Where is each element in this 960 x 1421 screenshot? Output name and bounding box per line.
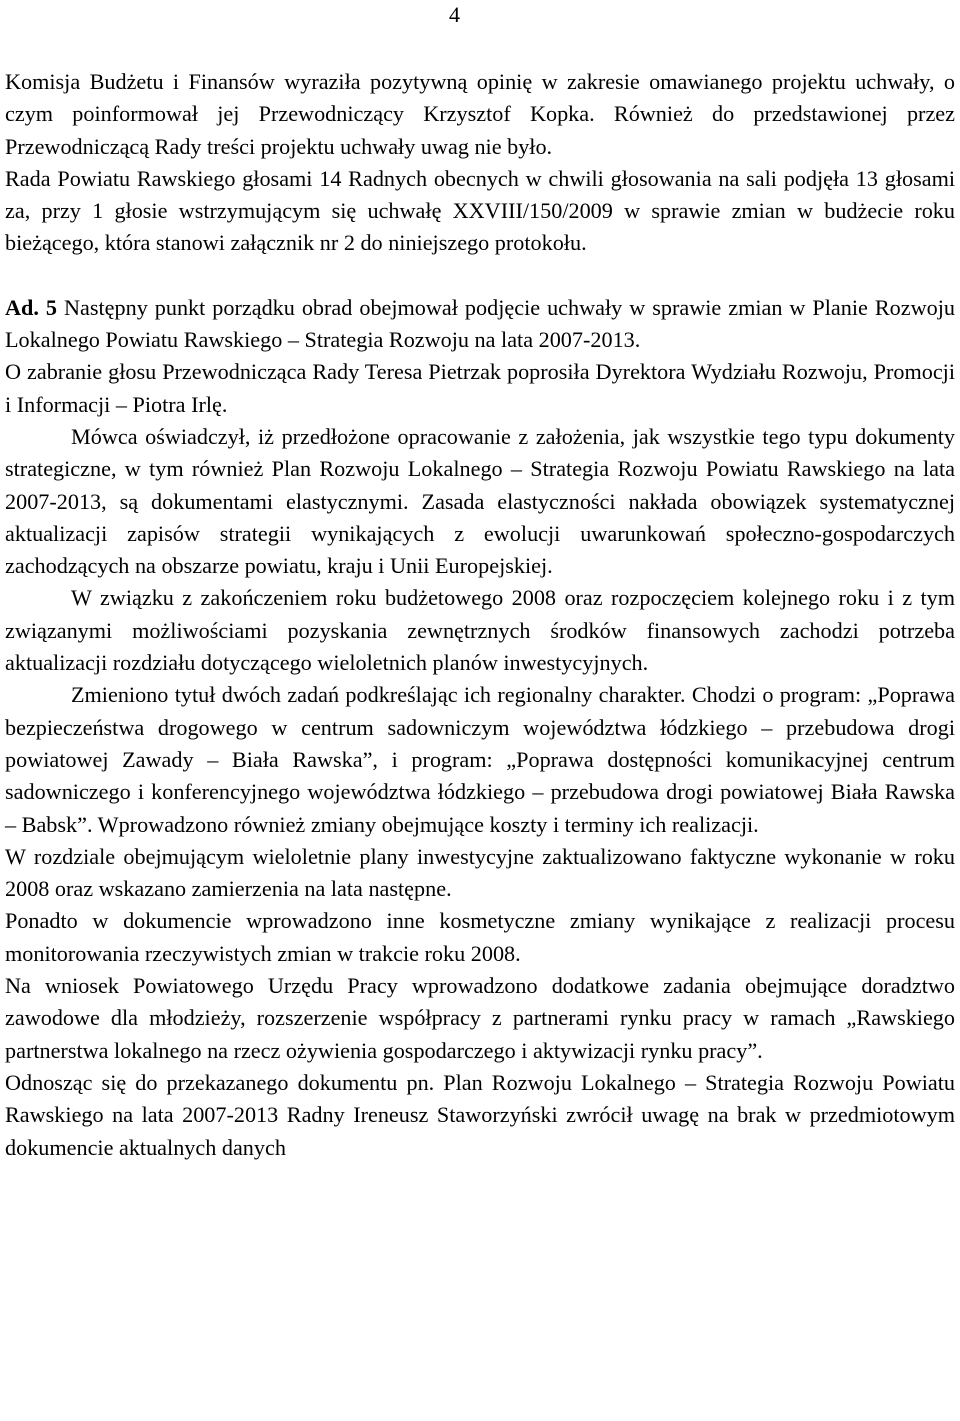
paragraph-spacer (5, 260, 955, 292)
paragraph-resolution-vote: Rada Powiatu Rawskiego głosami 14 Radnych obecnych w chwili głosowania na sali podjęła 13 głosami za, przy 1 głosie wstrzymującym się uchwałę XXVIII/150/2009 w sprawie zmian w budżecie roku bieżącego, która stanowi załącznik nr 2 do niniejszego protokołu. (5, 165, 955, 256)
paragraph-task-titles: Zmieniono tytuł dwóch zadań podkreślając ich regionalny charakter. Chodzi o program: „Poprawa bezpieczeństwa drogowego w centrum sadowniczym województwa łódzkiego – przebudowa drogi powiatowej Zawady – Biała Rawska”, i program: „Poprawa dostępności komunikacyjnej centrum sadowniczego i konferencyjnego województwa łódzkiego – przebudowa drogi powiatowej Biała Rawska – Babsk”. Wprowadzono również zmiany obejmujące koszty i terminy ich realizacji. (5, 682, 955, 837)
paragraph-committee-opinion: Komisja Budżetu i Finansów wyraziła pozytywną opinię w zakresie omawianego projektu uchwały, o czym poinformował jej Przewodniczący Krzysztof Kopka. Również do przedstawionej przez Przewodniczącą Rady treści projektu uchwały uwag nie było. (5, 69, 955, 159)
paragraph-councillor-remark: Odnosząc się do przekazanego dokumentu pn. Plan Rozwoju Lokalnego – Strategia Rozwoju Powiatu Rawskiego na lata 2007-2013 Radny Ireneusz Staworzyński zwrócił uwagę na brak w przedmiotowym dokumencie aktualnych danych (5, 1069, 955, 1160)
agenda-item-text: Następny punkt porządku obrad obejmował podjęcie uchwały w sprawie zmian w Planie Rozwoju Lokalnego Powiatu Rawskiego – Strategia Rozwoju na lata 2007-2013. (5, 294, 955, 353)
paragraph-agenda-item-5 (5, 292, 955, 357)
paragraph-speaker-statement: Mówca oświadczył, iż przedłożone opracowanie z założenia, jak wszystkie tego typu dokumenty strategiczne, w tym również Plan Rozwoju Lokalnego – Strategia Rozwoju Powiatu Rawskiego na lata 2007-2013, są dokumentami elastycznymi. Zasada elastyczności nakłada obowiązek systematycznej aktualizacji zapisów strategii wynikających z ewolucji uwarunkowań społeczno-gospodarczych zachodzących na obszarze powiatu, kraju i Unii Europejskiej. (5, 423, 955, 579)
paragraph-labour-office: Na wniosek Powiatowego Urzędu Pracy wprowadzono dodatkowe zadania obejmujące doradztwo zawodowe dla młodzieży, rozszerzenie współpracy z partnerami rynku pracy w ramach „Rawskiego partnerstwa lokalnego na rzecz ożywienia gospodarczego i aktywizacji rynku pracy”. (5, 973, 955, 1063)
paragraph-investment-plans: W rozdziale obejmującym wieloletnie plany inwestycyjne zaktualizowano faktyczne wykonanie w roku 2008 oraz wskazano zamierzenia na lata następne. (5, 843, 955, 902)
paragraph-cosmetic-changes: Ponadto w dokumencie wprowadzono inne kosmetyczne zmiany wynikające z realizacji procesu monitorowania rzeczywistych zmian w trakcie roku 2008. (5, 908, 955, 966)
page-number: 4 (449, 2, 460, 27)
paragraph-floor-given: O zabranie głosu Przewodnicząca Rady Teresa Pietrzak poprosiła Dyrektora Wydziału Rozwoju, Promocji i Informacji – Piotra Irlę. (5, 359, 955, 417)
paragraph-budget-year: W związku z zakończeniem roku budżetowego 2008 oraz rozpoczęciem kolejnego roku i z tym związanymi możliwościami pozyskania zewnętrznych środków finansowych zachodzi potrzeba aktualizacji rozdziału dotyczącego wieloletnich planów inwestycyjnych. (5, 585, 955, 676)
document-body (5, 66, 955, 1164)
agenda-item-label: Ad. 5 (5, 294, 57, 320)
